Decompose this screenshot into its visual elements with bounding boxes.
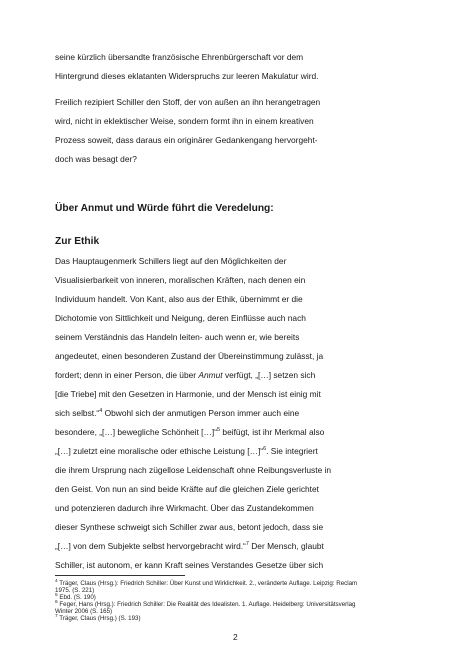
paragraph-line: Dichotomie von Sittlichkeit und Neigung, deren Einflüsse auch nach <box>55 313 306 323</box>
footnote: 1975. (S. 221) <box>55 587 95 594</box>
paragraph-line: den Geist. Von nun an sind beide Kräfte auf die gleichen Ziele gerichtet <box>55 484 319 494</box>
paragraph-line: doch was besagt der? <box>55 154 137 164</box>
footnote-ref[interactable]: 4 <box>99 408 103 415</box>
subsection-heading: Zur Ethik <box>55 236 100 247</box>
paragraph-line: angedeutet, einen besonderen Zustand der Übereinstimmung zulässt, ja <box>55 351 324 361</box>
page-number: 2 <box>233 632 238 642</box>
footnote-ref[interactable]: 7 <box>245 541 249 548</box>
paragraph-line: seine kürzlich übersandte französische Ehrenbürgerschaft vor dem <box>55 52 304 62</box>
paragraph-line: [die Triebe] mit den Gesetzen in Harmonie, und der Mensch ist einig mit <box>55 389 321 399</box>
paragraph-line: „[…] von dem Subjekte selbst hervorgebracht wird.“$^7$ Der Mensch, glaubt <box>55 541 324 551</box>
paragraph-line: und potenzieren dadurch ihre Wirkmacht. Über das Zustandekommen <box>55 503 314 513</box>
footnote: Winter 2006 (S. 165) <box>55 608 113 615</box>
section-heading: Über Anmut und Würde führt die Veredelung: <box>55 203 274 214</box>
paragraph-line: die ihrem Ursprung nach zügellose Leidenschaft ohne Reibungsverluste in <box>55 465 332 475</box>
footnote: $^7$ Träger, Claus (Hrsg.) (S. 193) <box>55 613 141 622</box>
paragraph-line: sich selbst.“$^4$ Obwohl sich der anmutigen Person immer auch eine <box>55 408 300 418</box>
footnote-ref[interactable]: 5 <box>217 427 221 434</box>
footnote: $^6$ Feger, Hans (Hrsg.): Friedrich Schiller: Die Realität des Idealisten. 1. Auflage. Heidelberg: Universitätsverlag <box>55 599 356 608</box>
paragraph-line: wird, nicht in eklektischer Weise, sondern formt ihn in einem kreativen <box>55 116 314 126</box>
paragraph-line: besondere, „[…] bewegliche Schönheit […]“$^5$ beifügt, ist ihr Merkmal also <box>55 427 325 437</box>
footnote-separator <box>55 575 185 576</box>
paragraph-line: Freilich rezipiert Schiller den Stoff, der von außen an ihn herangetragen <box>55 97 321 107</box>
paragraph-line: Hintergrund dieses eklatanten Widerspruchs zur leeren Makulatur wird. <box>55 71 319 81</box>
paragraph-line: seinem Verständnis das Handeln leiten- auch wenn er, wie bereits <box>55 332 300 342</box>
paragraph-line: „[…] zuletzt eine moralische oder ethische Leistung […]“$^6$. Sie integriert <box>55 446 318 456</box>
paragraph-line: Schiller, ist autonom, er kann Kraft seines Verstandes Gesetze über sich <box>55 560 324 570</box>
footnote-ref[interactable]: 6 <box>263 446 267 453</box>
paragraph-line: dieser Synthese schweigt sich Schiller zwar aus, betont jedoch, dass sie <box>55 522 324 532</box>
paragraph-line: Das Hauptaugenmerk Schillers liegt auf den Möglichkeiten der <box>55 256 287 266</box>
paragraph-line: Prozess soweit, dass daraus ein originärer Gedankengang hervorgeht- <box>55 135 318 145</box>
paragraph-line: fordert; denn in einer Person, die über Anmut verfügt, „[…] setzen sich <box>55 370 316 380</box>
paragraph-line: Individuum handelt. Von Kant, also aus der Ethik, übernimmt er die <box>55 294 303 304</box>
paragraph-line: Visualisierbarkeit von inneren, moralischen Kräften, nach denen ein <box>55 275 306 285</box>
emphasis-anmut: Anmut <box>198 370 223 380</box>
footnote: $^4$ Träger, Claus (Hrsg.): Friedrich Schiller: Über Kunst und Wirklichkeit. 2., veränderte Auflage. Leipzig: Reclam <box>55 578 358 587</box>
footnote: $^5$ Ebd. (S. 190) <box>55 592 96 601</box>
